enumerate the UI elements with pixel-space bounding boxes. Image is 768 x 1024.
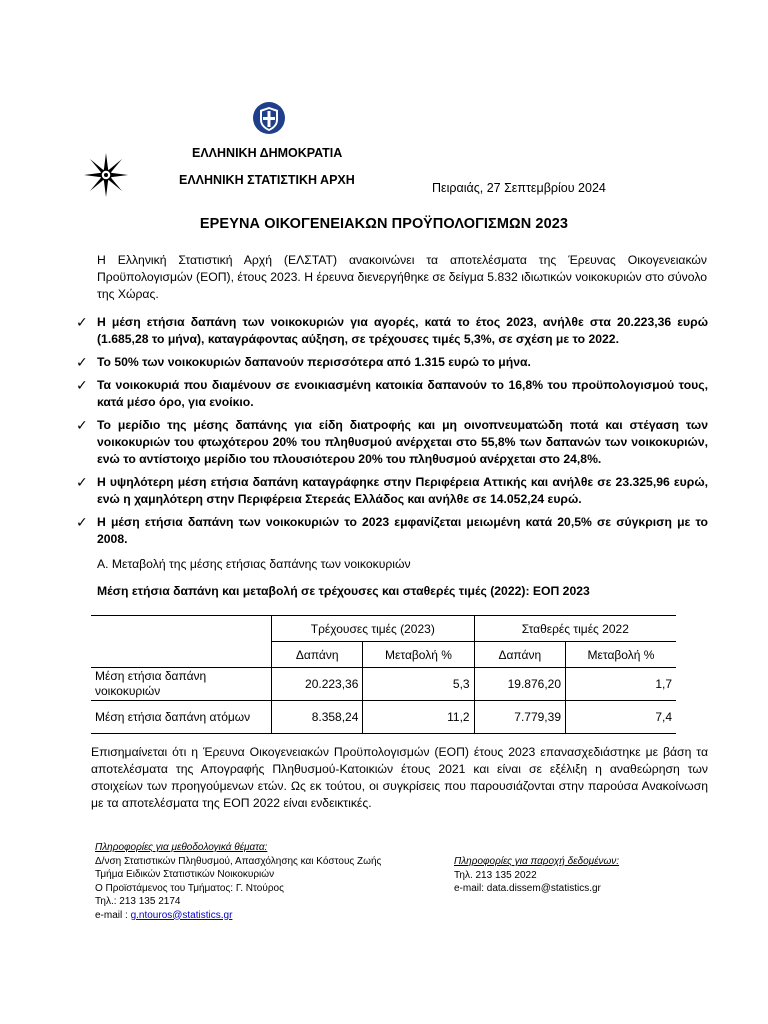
finding-text: Τα νοικοκυριά που διαμένουν σε ενοικιασμένη κατοικία δαπανούν το 16,8% του προϋπολογισμού τους, κατά μέσο όρο, για ενοίκιο. bbox=[97, 378, 708, 409]
methodology-note: Επισημαίνεται ότι η Έρευνα Οικογενειακών Προϋπολογισμών (ΕΟΠ) έτους 2023 επανασχεδιάστηκε με βάση τα αποτελέσματα της Απογραφής Πληθυσμού-Κατοικιών έτους 2021 και είναι σε εξέλιξη η αναθεώρηση των στοιχείων των προηγούμενων ετών. Ως εκ τούτου, οι συγκρίσεις που παρουσιάζονται στην παρούσα Ανακοίνωση με τα αποτελέσματα της ΕΟΠ 2022 είναι ενδεικτικές. bbox=[91, 745, 708, 810]
footer-data-contact bbox=[454, 855, 734, 896]
footer-right-line: Τηλ. 213 135 2022 bbox=[454, 869, 537, 881]
table-cell: 5,3 bbox=[363, 668, 474, 701]
finding-text: Η μέση ετήσια δαπάνη των νοικοκυριών για αγορές, κατά το έτος 2023, ανήλθε στα 20.223,36 ευρώ (1.685,28 το μήνα), καταγράφοντας αύξηση, σε τρέχουσες τιμές 5,3%, σε σχέση με το 2022. bbox=[97, 315, 708, 346]
checkmark-icon: ✓ bbox=[76, 354, 88, 370]
group-header-constant-prices: Σταθερές τιμές 2022 bbox=[474, 616, 676, 642]
checkmark-icon: ✓ bbox=[76, 377, 88, 393]
col-header-expenditure: Δαπάνη bbox=[272, 642, 363, 668]
key-findings-list bbox=[76, 314, 708, 554]
finding-text: Η υψηλότερη μέση ετήσια δαπάνη καταγράφηκε στην Περιφέρεια Αττικής και ανήλθε σε 23.325,96 ευρώ, ενώ η χαμηλότερη στην Περιφέρεια Στερεάς Ελλάδος και ανήλθε σε 14.052,24 ευρώ. bbox=[97, 475, 708, 506]
finding-item bbox=[76, 354, 708, 371]
release-date: Πειραιάς, 27 Σεπτεμβρίου 2024 bbox=[432, 181, 606, 195]
email-label: e-mail : bbox=[95, 909, 131, 921]
row-label: Μέση ετήσια δαπάνη νοικοκυριών bbox=[91, 668, 272, 701]
table-caption: Μέση ετήσια δαπάνη και μεταβολή σε τρέχουσες και σταθερές τιμές (2022): ΕΟΠ 2023 bbox=[97, 584, 590, 598]
section-a-heading: Α. Μεταβολή της μέσης ετήσιας δαπάνης των νοικοκυριών bbox=[97, 557, 411, 571]
footer-left-line: Τμήμα Ειδικών Στατιστικών Νοικοκυριών bbox=[95, 869, 275, 880]
elstat-star-logo-icon bbox=[83, 152, 129, 198]
table-row bbox=[91, 668, 676, 701]
footer-left-line: Ο Προϊστάμενος του Τμήματος: Γ. Ντούρος bbox=[95, 882, 284, 894]
col-header-change: Μεταβολή % bbox=[566, 642, 677, 668]
footer-right-title: Πληροφορίες για παροχή δεδομένων: bbox=[454, 856, 620, 867]
table-cell: 1,7 bbox=[566, 668, 677, 701]
table-cell: 7.779,39 bbox=[474, 701, 565, 734]
finding-item bbox=[76, 474, 708, 508]
checkmark-icon: ✓ bbox=[76, 474, 88, 490]
finding-item bbox=[76, 314, 708, 348]
footer-left-line: Δ/νση Στατιστικών Πληθυσμού, Απασχόλησης και Κόστους Ζωής bbox=[95, 855, 382, 867]
finding-item bbox=[76, 377, 708, 411]
table-cell: 11,2 bbox=[363, 701, 474, 734]
page-title: ΕΡΕΥΝΑ ΟΙΚΟΓΕΝΕΙΑΚΩΝ ΠΡΟΫΠΟΛΟΓΙΣΜΩΝ 2023 bbox=[199, 216, 569, 232]
greek-coat-of-arms-icon bbox=[252, 100, 286, 136]
finding-text: Η μέση ετήσια δαπάνη των νοικοκυριών το 2023 εμφανίζεται μειωμένη κατά 20,5% σε σύγκριση με το 2008. bbox=[97, 515, 708, 546]
row-label: Μέση ετήσια δαπάνη ατόμων bbox=[91, 701, 272, 734]
col-header-expenditure: Δαπάνη bbox=[474, 642, 565, 668]
email-link[interactable]: g.ntouros@statistics.gr bbox=[130, 909, 233, 921]
checkmark-icon: ✓ bbox=[76, 314, 88, 330]
expenditure-table bbox=[91, 615, 676, 734]
table-cell: 20.223,36 bbox=[272, 668, 363, 701]
org-name-republic: ΕΛΛΗΝΙΚΗ ΔΗΜΟΚΡΑΤΙΑ bbox=[192, 146, 343, 160]
group-header-current-prices: Τρέχουσες τιμές (2023) bbox=[272, 616, 475, 642]
footer-right-line: e-mail: data.dissem@statistics.gr bbox=[454, 883, 601, 894]
intro-paragraph: Η Ελληνική Στατιστική Αρχή (ΕΛΣΤΑΤ) ανακοινώνει τα αποτελέσματα της Έρευνας Οικογενειακών Προϋπολογισμών (ΕΟΠ), έτους 2023. Η έρευνα διενεργήθηκε σε δείγμα 5.832 ιδιωτικών νοικοκυριών στο σύνολο της Χώρας. bbox=[97, 253, 707, 301]
finding-item bbox=[76, 417, 708, 468]
col-header-change: Μεταβολή % bbox=[363, 642, 474, 668]
table-cell: 7,4 bbox=[566, 701, 677, 734]
footer-methodology-contact bbox=[95, 841, 440, 922]
table-cell: 8.358,24 bbox=[272, 701, 363, 734]
footer-left-line: Τηλ.: 213 135 2174 bbox=[95, 896, 181, 907]
table-cell: 19.876,20 bbox=[474, 668, 565, 701]
footer-left-email-line bbox=[95, 909, 440, 923]
checkmark-icon: ✓ bbox=[76, 417, 88, 433]
table-sub-header-row bbox=[91, 642, 676, 668]
finding-text: Το μερίδιο της μέσης δαπάνης για είδη διατροφής και μη οινοπνευματώδη ποτά και στέγαση των νοικοκυριών του φτωχότερου 20% του πληθυσμού ανέρχεται στο 55,8% των δαπανών των νοικοκυριών, ενώ το αντίστοιχο μερίδιο του πλουσιότερου 20% του πληθυσμού ανέρχεται στο 24,8%. bbox=[97, 418, 708, 466]
finding-item bbox=[76, 514, 708, 548]
finding-text: Το 50% των νοικοκυριών δαπανούν περισσότερα από 1.315 ευρώ το μήνα. bbox=[97, 355, 531, 369]
table-row bbox=[91, 701, 676, 734]
table-group-header-row bbox=[91, 616, 676, 642]
footer-left-title: Πληροφορίες για μεθοδολογικά θέματα: bbox=[95, 842, 268, 853]
checkmark-icon: ✓ bbox=[76, 514, 88, 530]
org-name-elstat: ΕΛΛΗΝΙΚΗ ΣΤΑΤΙΣΤΙΚΗ ΑΡΧΗ bbox=[179, 173, 355, 187]
